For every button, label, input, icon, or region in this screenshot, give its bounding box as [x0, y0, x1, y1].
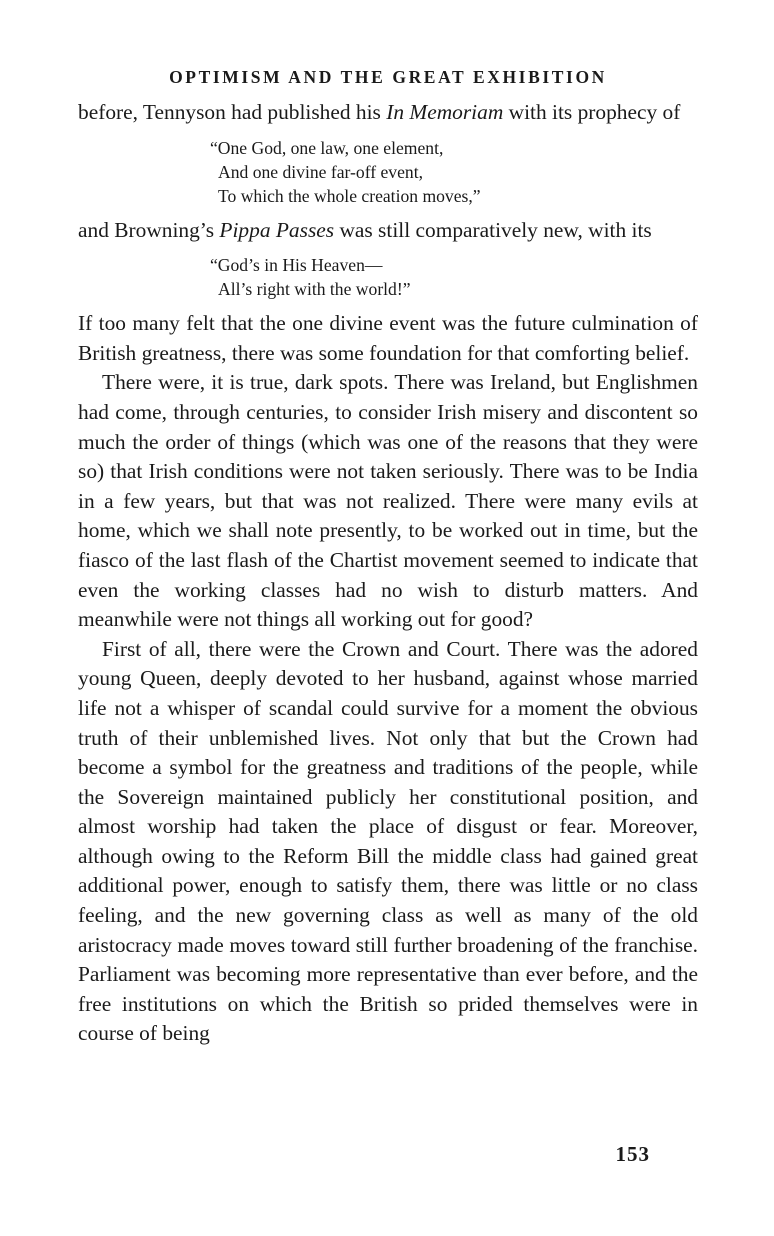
verse-line: And one divine far-off event,	[218, 161, 423, 182]
paragraph-browning-lead: and Browning’s	[78, 217, 220, 242]
verse-line: All’s right with the world!”	[218, 279, 411, 300]
verse-line: “God’s in His Heaven—	[210, 255, 383, 276]
paragraph-browning	[78, 216, 698, 246]
verse-line: To which the whole creation moves,”	[218, 185, 481, 206]
paragraph-tennyson	[78, 98, 698, 128]
tennyson-quotation	[210, 136, 698, 208]
in-memoriam-title: In Memoriam	[386, 100, 504, 124]
paragraph-tennyson-lead: before, Tennyson had published his	[78, 100, 387, 124]
browning-quotation	[210, 253, 698, 301]
paragraph-browning-tail: was still comparatively new, with its	[334, 217, 652, 242]
paragraph-divine-event: If too many felt that the one divine event was the future culmination of British greatness, there was some foundation for that comforting belief.	[78, 311, 698, 365]
page-number: 153	[615, 1142, 650, 1166]
running-head: OPTIMISM AND THE GREAT EXHIBITION	[169, 67, 607, 87]
paragraph-tennyson-tail: with its prophecy of	[503, 100, 681, 124]
paragraph-dark-spots: There were, it is true, dark spots. There was Ireland, but Englishmen had come, through centuries, to consider Irish misery and discontent so much the order of things (which was one of the reasons that they were so) that Irish conditions were not taken seriously. There was to be India in a few years, but that was not realized. There were many evils at home, which we shall note presently, to be worked out in time, but the fiasco of the last flash of the Chartist movement seemed to indicate that even the working classes had no wish to disturb matters. And meanwhile were not things all working out for good?	[78, 370, 698, 632]
verse-line: “One God, one law, one element,	[210, 137, 444, 158]
paragraph-crown-and-court: First of all, there were the Crown and Court. There was the adored young Queen, deeply devoted to her husband, against whose married life not a whisper of scandal could survive for a moment the obvious truth of their unblemished lives. Not only that but the Crown had become a symbol for the greatness and traditions of the people, while the Sovereign maintained publicly her constitutional position, and almost worship had taken the place of disgust or fear. Moreover, although owing to the Reform Bill the middle class had gained great additional power, enough to satisfy them, there was little or no class feeling, and the new governing class as well as many of the old aristocracy made moves toward still further broadening of the franchise. Parliament was becoming more representative than ever before, and the free institutions on which the British so prided themselves were in course of being	[78, 636, 698, 1046]
book-page	[78, 62, 698, 1049]
pippa-passes-title: Pippa Passes	[219, 217, 335, 242]
